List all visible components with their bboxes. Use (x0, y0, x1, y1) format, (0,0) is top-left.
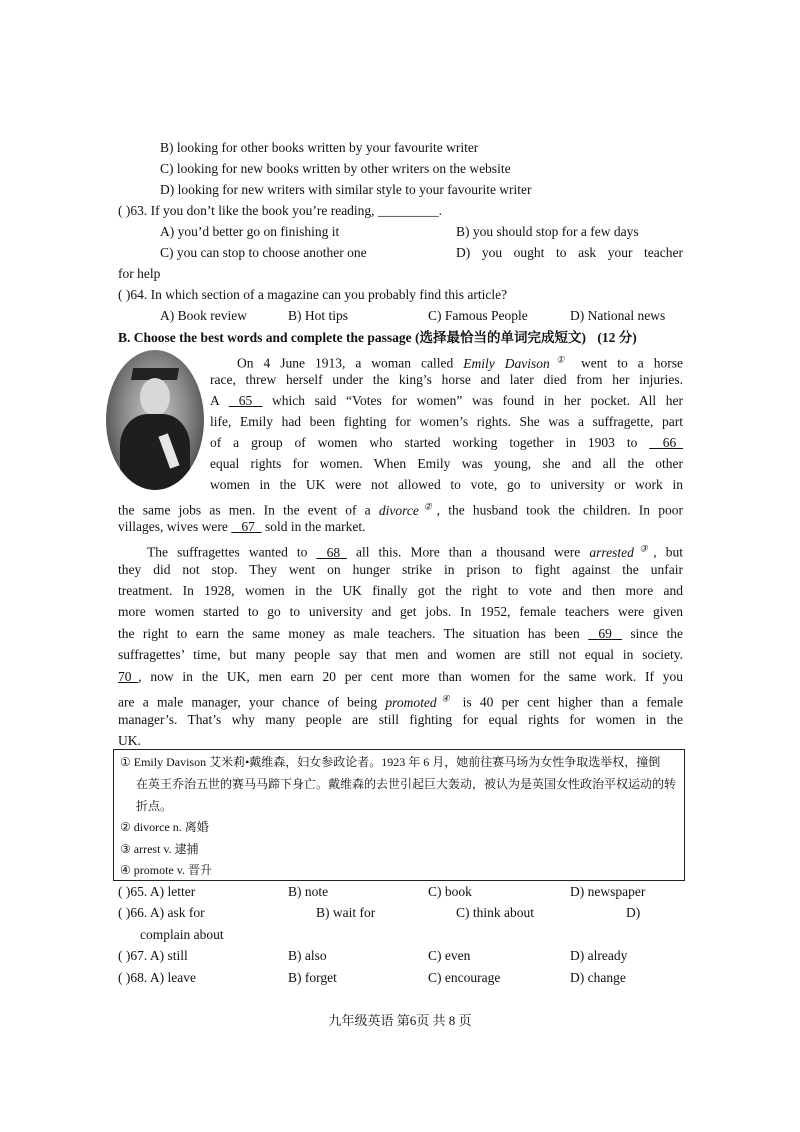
blank-68: 68 (326, 544, 341, 560)
passage-line-16: 70 , now in the UK, men earn 20 per cent more than women for the same work. If you (118, 669, 683, 684)
blank-67: 67 (241, 519, 255, 534)
q63-option-b: B) you should stop for a few days (456, 224, 639, 239)
passage-line-6: equal rights for women. When Emily was young, she and all the other (210, 456, 683, 471)
blank-65: 65 (238, 393, 253, 408)
passage-line-2: race, threw herself under the king’s horse and later died from her injuries. (210, 372, 683, 387)
passage-line-14: the right to earn the same money as male teachers. The situation has been 69 since the (118, 626, 684, 641)
q63-option-d-continued: for help (118, 266, 161, 281)
q62-option-d: D) looking for new writers with similar style to your favourite writer (160, 182, 532, 197)
passage-line-1: On 4 June 1913, a woman called Emily Davison① went to a horse (237, 354, 683, 371)
q65-stem: ( )65. A) letter (118, 884, 196, 899)
blank-69: 69 (598, 626, 612, 641)
q68-option-c: C) encourage (428, 970, 501, 985)
q64-option-c: C) Famous People (428, 308, 528, 323)
passage-line-18: manager’s. That’s why many people are still fighting for equal rights for women in the (118, 712, 683, 727)
passage-line-13: more women started to go to university and get jobs. In 1952, female teachers were given (118, 604, 683, 619)
passage-line-11: they did not stop. They went on hunger strike in prison to fight against the unfair (118, 562, 683, 577)
passage-line-10: The suffragettes wanted to 68 all this. More than a thousand were arrested③, but (147, 543, 683, 560)
note-2: ② divorce n. 离婚 (120, 820, 209, 834)
q64-option-b: B) Hot tips (288, 308, 349, 323)
page-footer: 九年级英语 第6页 共 8 页 (328, 1013, 472, 1028)
q67-stem: ( )67. A) still (118, 948, 188, 963)
passage-line-4: life, Emily had been fighting for women’s rights. She was a suffragette, part (210, 414, 683, 429)
q63-option-d: D) you ought to ask your teacher (456, 245, 683, 260)
term-arrested: arrested③ (589, 543, 654, 560)
passage-line-12: treatment. In 1928, women in the UK finally got the right to vote and then more and (118, 583, 683, 598)
q63-option-a: A) you’d better go on finishing it (160, 224, 340, 239)
passage-line-9: villages, wives were 67 sold in the market. (118, 519, 366, 534)
q67-option-b: B) also (288, 948, 327, 963)
q68-option-b: B) forget (288, 970, 337, 985)
term-emily-davison: Emily Davison① (463, 354, 572, 371)
q66-option-d: D) (626, 905, 641, 920)
q66-option-c: C) think about (456, 905, 534, 920)
note-4: ④ promote v. 晋升 (120, 863, 212, 877)
passage-line-15: suffragettes’ time, but many people say that men and women are still not equal in society. (118, 647, 683, 662)
section-b-heading (118, 329, 637, 347)
q65-option-d: D) newspaper (570, 884, 646, 899)
q68-option-d: D) change (570, 970, 626, 985)
term-divorce: divorce② (378, 501, 437, 518)
q66-option-d-continued: complain about (140, 927, 224, 942)
passage-line-3: A 65 which said “Votes for women” was found in her pocket. All her (210, 393, 684, 408)
q62-option-b: B) looking for other books written by your favourite writer (160, 140, 479, 155)
q63-stem: ( )63. If you don’t like the book you’re reading, _________. (118, 203, 443, 218)
note-1: ① Emily Davison 艾米莉•戴维森，妇女参政论者。1923 年 6 月，她前往赛马场为女性争取选举权，撞倒 (120, 755, 661, 769)
q64-option-d: D) National news (570, 308, 666, 323)
term-promoted: promoted④ (385, 693, 455, 710)
q66-stem: ( )66. A) ask for (118, 905, 205, 920)
q63-option-c: C) you can stop to choose another one (160, 245, 367, 260)
passage-line-8: the same jobs as men. In the event of a divorce②, the husband took the children. In poor (118, 501, 684, 518)
passage-line-7: women in the UK were not allowed to vote, go to university or work in (210, 477, 683, 492)
passage-line-19: UK. (118, 733, 141, 748)
q64-option-a: A) Book review (160, 308, 247, 323)
q64-stem: ( )64. In which section of a magazine can you probably find this article? (118, 287, 508, 302)
q67-option-d: D) already (570, 948, 628, 963)
q67-option-c: C) even (428, 948, 471, 963)
q68-stem: ( )68. A) leave (118, 970, 196, 985)
emily-davison-portrait (106, 350, 204, 490)
q65-option-b: B) note (288, 884, 329, 899)
blank-70: 70 (118, 669, 132, 684)
passage-line-5: of a group of women who started working together in 1903 to 66 (210, 434, 683, 452)
section-b-title: B. Choose the best words and complete the passage (选择最恰当的单词完成短文) (118, 330, 586, 345)
note-3: ③ arrest v. 逮捕 (120, 842, 199, 856)
q65-option-c: C) book (428, 884, 472, 899)
q62-option-c: C) looking for new books written by other writers on the website (160, 161, 511, 176)
note-1-line-2: 在英王乔治五世的赛马马蹄下身亡。戴维森的去世引起巨大轰动，被认为是英国女性政治平权运动的转 (136, 777, 677, 791)
q66-option-b: B) wait for (316, 905, 376, 920)
note-1-line-3: 折点。 (136, 799, 173, 813)
passage-line-17: are a male manager, your chance of being promoted④ is 40 per cent higher than a female (118, 693, 684, 710)
section-b-points: (12 分) (597, 330, 637, 345)
blank-66: 66 (662, 435, 677, 450)
glossary-notes-box (113, 749, 685, 881)
